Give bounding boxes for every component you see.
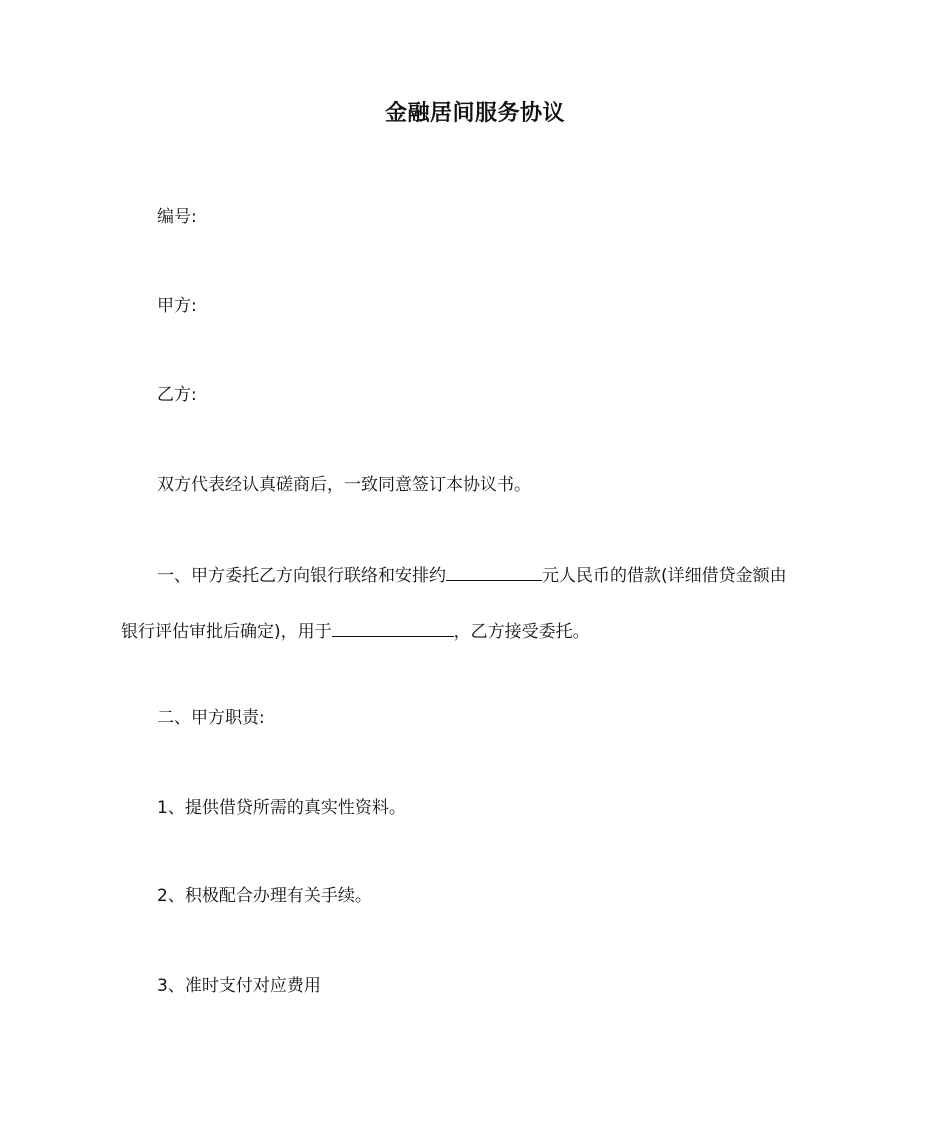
number-field: 编号: xyxy=(157,207,197,227)
loan-amount-blank xyxy=(446,562,542,581)
clause-2-item: 2、积极配合办理有关手续。 xyxy=(157,886,372,906)
clause-2-item: 1、提供借贷所需的真实性资料。 xyxy=(157,798,406,818)
clause-1-text-c: 银行评估审批后确定)，用于 xyxy=(121,622,332,642)
intro-paragraph: 双方代表经认真磋商后，一致同意签订本协议书。 xyxy=(157,475,531,495)
clause-1-text-b: 元人民币的借款(详细借贷金额由 xyxy=(542,566,787,586)
party-a-field: 甲方: xyxy=(157,296,197,316)
loan-purpose-blank xyxy=(332,618,454,637)
clause-1-text-a: 一、甲方委托乙方向银行联络和安排约 xyxy=(157,566,446,586)
document-title: 金融居间服务协议 xyxy=(384,101,565,126)
clause-1-line-1 xyxy=(157,562,787,588)
clause-2-item: 3、准时支付对应费用 xyxy=(157,976,321,996)
clause-1-line-2 xyxy=(121,618,590,644)
party-b-field: 乙方: xyxy=(157,385,197,405)
clause-2-heading: 二、甲方职责: xyxy=(157,708,265,728)
clause-1-text-d: ，乙方接受委托。 xyxy=(453,622,590,642)
